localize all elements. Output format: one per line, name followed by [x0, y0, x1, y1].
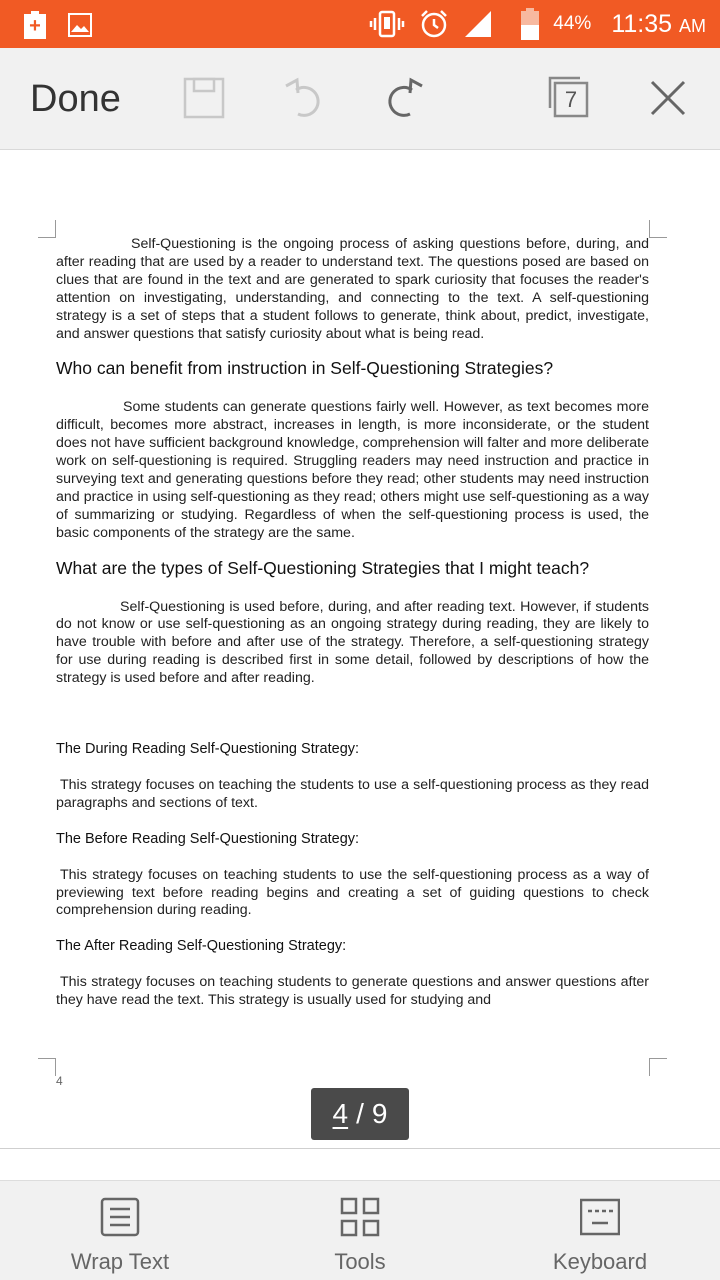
total-pages: 9: [371, 1098, 388, 1129]
battery-saver-icon: +: [24, 11, 46, 39]
wrap-text-label: Wrap Text: [70, 1249, 170, 1274]
paragraph: Self-Questioning is used before, during, and after reading text. However, if students do not know or use self-questioning as an ongoing strategy during reading, they are likely to have trouble with before and after use of the strategy. Therefore, a self-questioning strategy for use during reading is described first in some detail, followed by descriptions of how the strategy is used before and after reading.: [56, 598, 649, 687]
keyboard-button[interactable]: [480, 1181, 720, 1280]
paragraph: This strategy focuses on teaching the students to use a self-questioning process as they read paragraphs and sections of text.: [56, 776, 649, 811]
page-separator: /: [356, 1098, 364, 1129]
status-bar: [0, 0, 720, 48]
bottom-bar: [0, 1180, 720, 1280]
document-page[interactable]: [0, 150, 720, 1150]
tools-button[interactable]: [240, 1181, 480, 1280]
battery-percent: 44%: [553, 13, 592, 34]
subsection-heading: The After Reading Self-Questioning Strategy:: [56, 938, 347, 955]
tools-label: Tools: [334, 1249, 386, 1274]
wrap-text-button[interactable]: [0, 1181, 240, 1280]
crop-mark-top-right: [649, 220, 667, 238]
alarm-icon: [419, 9, 449, 39]
editor-toolbar: [0, 48, 720, 150]
clock: [611, 10, 706, 39]
current-page: 4: [332, 1098, 349, 1129]
paragraph: Some students can generate questions fairly well. However, as text becomes more difficult, becomes more abstract, increases in length, is more inconsiderate, or the student does not have sufficient background knowledge, comprehension will falter and more deliberate work on self-questioning is required. Struggling readers may need instruction and practice in surveying text and generating questions before they read; other students may need instruction and practice in using self-questioning as they read; others might use self-questioning as a way of summarizing or studying. Regardless of when the self-questioning process is used, the basic components of the strategy are the same.: [56, 399, 649, 541]
crop-mark-top-left: [38, 220, 56, 238]
pages-count: 7: [564, 87, 578, 112]
wrap-text-icon: [100, 1197, 140, 1237]
paragraph: This strategy focuses on teaching students to use the self-questioning process as a way of previewing text before reading begins and creating a set of guiding questions to check comprehension during reading.: [56, 866, 649, 919]
save-icon[interactable]: [180, 74, 228, 122]
close-icon[interactable]: [644, 74, 692, 122]
redo-icon[interactable]: [378, 74, 426, 122]
done-button[interactable]: Done: [30, 78, 121, 120]
gallery-icon: [68, 13, 92, 37]
signal-icon: [463, 9, 493, 39]
tools-grid-icon: [340, 1197, 380, 1237]
section-heading: Who can benefit from instruction in Self-Questioning Strategies?: [56, 358, 554, 379]
crop-mark-bottom-right: [649, 1058, 667, 1076]
divider: [0, 1148, 720, 1149]
paragraph: Self-Questioning is the ongoing process of asking questions before, during, and after reading that are used by a reader to understand text. The questions posed are based on clues that are found in the text and are generated to spark curiosity that focuses the reader's attention on investigating, understanding, and connecting to the text. A self-questioning strategy is a set of steps that a student follows to generate, think about, predict, investigate, and answer questions that satisfy curiosity about what is being read.: [56, 236, 649, 342]
page-footer-number: 4: [56, 1074, 63, 1088]
keyboard-icon: [580, 1197, 620, 1237]
section-heading: What are the types of Self-Questioning Strategies that I might teach?: [56, 557, 590, 578]
subsection-heading: The Before Reading Self-Questioning Strategy:: [56, 830, 360, 847]
paragraph: This strategy focuses on teaching students to generate questions and answer questions after they have read the text. This strategy is usually used for studying and: [56, 974, 649, 1009]
crop-mark-bottom-left: [38, 1058, 56, 1076]
undo-icon[interactable]: [282, 74, 330, 122]
keyboard-label: Keyboard: [552, 1249, 648, 1274]
page-indicator[interactable]: [311, 1088, 409, 1140]
clock-ampm: AM: [679, 15, 706, 36]
battery-icon: [521, 8, 539, 40]
vibrate-icon: [369, 10, 405, 38]
subsection-heading: The During Reading Self-Questioning Strategy:: [56, 741, 360, 758]
page-switcher-button[interactable]: [546, 74, 594, 122]
page-content: [56, 236, 649, 1010]
clock-time: 11:35: [611, 9, 673, 38]
